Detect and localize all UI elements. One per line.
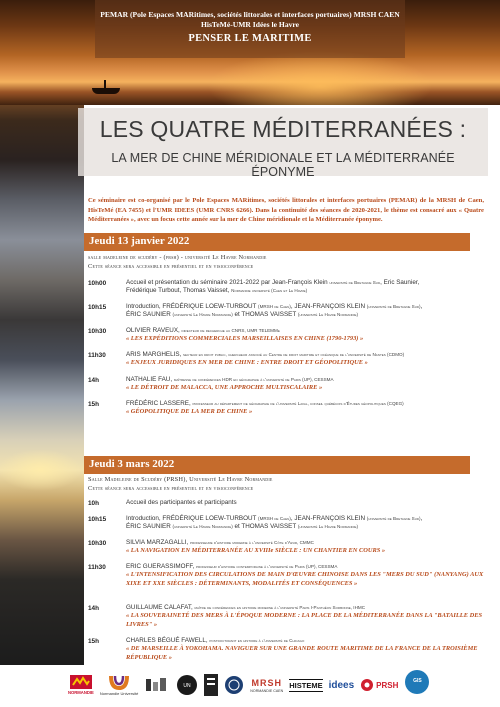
- prsh-logo: [360, 678, 398, 692]
- session-time: 15h: [88, 401, 100, 408]
- talk-title: « LES EXPÉDITIONS COMMERCIALES MARSEILLAISES EN CHINE (1790-1793) »: [126, 335, 364, 343]
- session-time: 10h: [88, 500, 100, 507]
- page-subtitle: LA MER DE CHINE MÉRIDIONALE ET LA MÉDITERRANÉE ÉPONYME: [111, 151, 455, 179]
- day1-venue-block: [88, 254, 484, 271]
- affiliation: (université de Bretagne Sud): [366, 304, 421, 309]
- day1-session-6: [88, 400, 484, 417]
- day1-venue: salle madeleine de scudéry - (prsh) - université Le Havre Normandie: [88, 254, 267, 261]
- session-text: ,: [420, 303, 423, 310]
- idees-wordmark: idees: [328, 679, 355, 691]
- affiliation: (MRSH de Caen): [258, 516, 291, 521]
- partner-logos: [64, 663, 500, 707]
- day2-session-2: [88, 515, 484, 531]
- session-time: 11h30: [88, 352, 106, 359]
- affiliation: (université Le Havre Normandie): [297, 524, 359, 530]
- day1-session-1: [88, 279, 484, 295]
- normandie-universite-icon: [109, 674, 129, 690]
- header-series: PENSER LE MARITIME: [188, 33, 312, 44]
- cnrs-logo: [224, 675, 244, 695]
- day2-mode: Cette séance sera accessible en présentiel et en visioconférence: [88, 484, 254, 492]
- affiliation: (université Le Havre Normandie): [172, 524, 233, 530]
- ulh-icon: [144, 676, 170, 694]
- session-time: 10h15: [88, 516, 107, 523]
- session-text: ÉRIC SAUNIER: [126, 523, 171, 531]
- session-text: , JEAN-FRANÇOIS KLEIN: [290, 303, 366, 310]
- speaker: ERIC GUERASSIMOFF,: [126, 563, 195, 570]
- affiliation: professeur d'histoire contemporaine à l'université de Paris (UP), CESSMA: [195, 564, 338, 569]
- day2-header: Jeudi 3 mars 2022: [84, 456, 470, 474]
- session-text: Accueil et présentation du séminaire 2021-2022 par Jean-François Klein: [126, 279, 328, 286]
- affiliation: postdoctorant en histoire à l'université de Chicago: [209, 638, 305, 643]
- speaker: SILVIA MARZAGALLI,: [126, 539, 189, 546]
- day2-venue: Salle Madeleine de Scudéry (PRSH), Université Le Havre Normandie: [88, 476, 273, 483]
- speaker: ARIS MARGHELIS,: [126, 351, 182, 358]
- talk-title: « LE DÉTROIT DE MALACCA, UNE APPROCHE MULTISCALAIRE »: [126, 384, 323, 392]
- speaker: GUILLAUME CALAFAT,: [126, 604, 193, 611]
- affiliation: professeure d'histoire moderne à l'université Côte d'Azur, CMMC: [189, 540, 314, 545]
- session-time: 15h: [88, 638, 100, 645]
- session-time: 10h15: [88, 304, 107, 311]
- histeme-wordmark: HISTEME: [289, 680, 323, 690]
- talk-title: « L'INTENSIFICATION DES CIRCULATIONS DE MAIN D'ŒUVRE CHINOISE DANS LES "MERS DU SUD" (NANYANG) AUX XIXE ET XXE SIÈCLES : DÉTERMINANTS, MODALITÉS ET CONSÉQUENCES »: [126, 571, 484, 587]
- affiliation: maître de conférences en histoire moderne à l'université Paris I-Panthéon Sorbonne, IHMC: [194, 605, 366, 610]
- cnrs-icon: [224, 675, 244, 695]
- idees-logo: [329, 680, 355, 691]
- day2-session-3: [88, 539, 484, 556]
- talk-title: « LA NAVIGATION EN MÉDITERRANÉE AU XVIIIe SIÈCLE : UN CHANTIER EN COURS »: [126, 547, 386, 555]
- affiliation: secteur en droit public, chercheur associé au Centre de droit maritime et océanique de l'université de Nantes (CDMO): [183, 352, 405, 357]
- day1-session-5: [88, 376, 484, 393]
- day1-header: Jeudi 13 janvier 2022: [84, 233, 470, 251]
- speaker: NATHALIE FAU,: [126, 376, 173, 383]
- affiliation: (MRSH de Caen): [258, 304, 291, 309]
- mrsh-logo: MRSH NORMANDIE CAEN: [250, 677, 284, 693]
- day2-session-6: [88, 637, 484, 662]
- day2-session-4: [88, 563, 484, 588]
- normandie-universite-logo: Normandie Université: [100, 674, 138, 696]
- session-text: ,: [420, 515, 423, 522]
- speaker: FRÉDÉRIC LASSERE,: [126, 400, 191, 407]
- affiliation: (université Le Havre Normandie): [172, 312, 233, 318]
- session-text: ÉRIC SAUNIER: [126, 311, 171, 319]
- mrsh-wordmark: MRSH: [251, 677, 283, 688]
- session-time: 10h00: [88, 280, 107, 287]
- affiliation: Normandie université (Caen et Le Havre): [231, 288, 308, 294]
- header-box: [95, 0, 405, 58]
- session-time: 14h: [88, 605, 100, 612]
- day2-session-1: [88, 499, 484, 507]
- day2-venue-block: [88, 476, 484, 493]
- affiliation: (université Le Havre Normandie): [297, 312, 359, 318]
- session-text: et THOMAS VAISSET: [234, 523, 297, 531]
- affiliation: maîtresse de conférences HDR en géographie à l'université de Paris (UP), CESSMA: [173, 377, 334, 382]
- speaker: OLIVIER RAVEUX,: [126, 327, 180, 334]
- talk-title: « LA SOUVERAINETÉ DES MERS À L'ÉPOQUE MODERNE : LA PLACE DE LA MÉDITERRANÉE DANS LA "BATAILLE DES LIVRES" »: [126, 612, 483, 628]
- session-text: Introduction, FRÉDÉRIQUE LOEW-TURBOUT: [126, 515, 257, 522]
- day2-session-5: [88, 604, 484, 629]
- talk-title: « DE MARSEILLE À YOKOHAMA. NAVIGUER SUR UNE GRANDE ROUTE MARITIME DE LA FRANCE DE LA TROISIÈME RÉPUBLIQUE »: [126, 645, 478, 661]
- session-time: 10h30: [88, 328, 107, 335]
- session-text: et THOMAS VAISSET: [234, 311, 297, 319]
- intro-paragraph: Ce séminaire est co-organisé par le Pole Espaces MARitimes, sociétés littorales et interfaces portuaires (PEMAR) de la MRSH de Caen, HisTeMé (EA 7455) et l'UMR IDEES (UMR CNRS 6266). Dans la continuité des séances de 2020-2021, le thème est consacré aux « Quatre Méditerranées », avec un focus cette année sur la mer de Chine méridionale et la Méditerranée éponyme.: [88, 197, 484, 224]
- unicaen-icon: [176, 674, 198, 696]
- affiliation: professeur au département de géographie de l'université Laval, conseil québécois d'Études géopolitiques (CQEG): [192, 401, 404, 406]
- normandie-logo: NORMANDIE: [68, 675, 94, 695]
- ubs-icon: [204, 674, 218, 696]
- session-text: , Eric Saunier,: [380, 279, 420, 286]
- day1-mode: Cette séance sera accessible en présentiel et en visioconférence: [88, 262, 254, 270]
- session-text: Introduction, FRÉDÉRIQUE LOEW-TURBOUT: [126, 303, 257, 310]
- ubs-logo: [204, 674, 218, 696]
- affiliation: université de Bretagne Sud: [329, 280, 381, 285]
- header-organisation: PEMAR (Pole Espaces MARitimes, sociétés littorales et interfaces portuaires) MRSH CAEN: [100, 10, 400, 19]
- talk-title: « GÉOPOLITIQUE DE LA MER DE CHINE »: [126, 408, 253, 416]
- svg-text:UN: UN: [183, 683, 191, 689]
- normandie-lions-icon: [70, 675, 92, 689]
- histeme-logo: [289, 679, 322, 692]
- session-time: 11h30: [88, 564, 106, 571]
- day1-session-3: [88, 327, 484, 344]
- page-title: LES QUATRE MÉDITERRANÉES :: [99, 116, 467, 142]
- boat-silhouette: [92, 88, 120, 94]
- unicaen-logo: [176, 674, 198, 696]
- affiliation: (université de Bretagne Sud): [366, 516, 421, 521]
- title-box: [78, 108, 488, 179]
- speaker: CHARLES BÉGUÉ FAWELL,: [126, 637, 208, 644]
- session-text: Accueil des participantes et participants: [126, 499, 237, 506]
- session-time: 14h: [88, 377, 100, 384]
- talk-title: « ENJEUX JURIDIQUES EN MER DE CHINE : ENTRE DROIT ET GÉOPOLITIQUE »: [126, 359, 368, 367]
- prsh-wordmark: PRSH: [376, 680, 399, 690]
- gis-logo: GIS: [404, 669, 430, 702]
- session-text: Frédérique Turbout, Thomas Vaisset,: [126, 287, 230, 295]
- day1-session-2: [88, 303, 484, 319]
- affiliation: directeur de recherche au CNRS, UMR TELEMMe: [181, 328, 280, 333]
- session-text: , JEAN-FRANÇOIS KLEIN: [290, 515, 366, 522]
- header-partner: HisTeMé-UMR Idées le Havre: [200, 20, 300, 29]
- session-time: 10h30: [88, 540, 107, 547]
- ulh-logo: [144, 676, 170, 694]
- banner-photo: [0, 0, 500, 105]
- prsh-icon: [360, 678, 374, 692]
- day1-session-4: [88, 351, 484, 368]
